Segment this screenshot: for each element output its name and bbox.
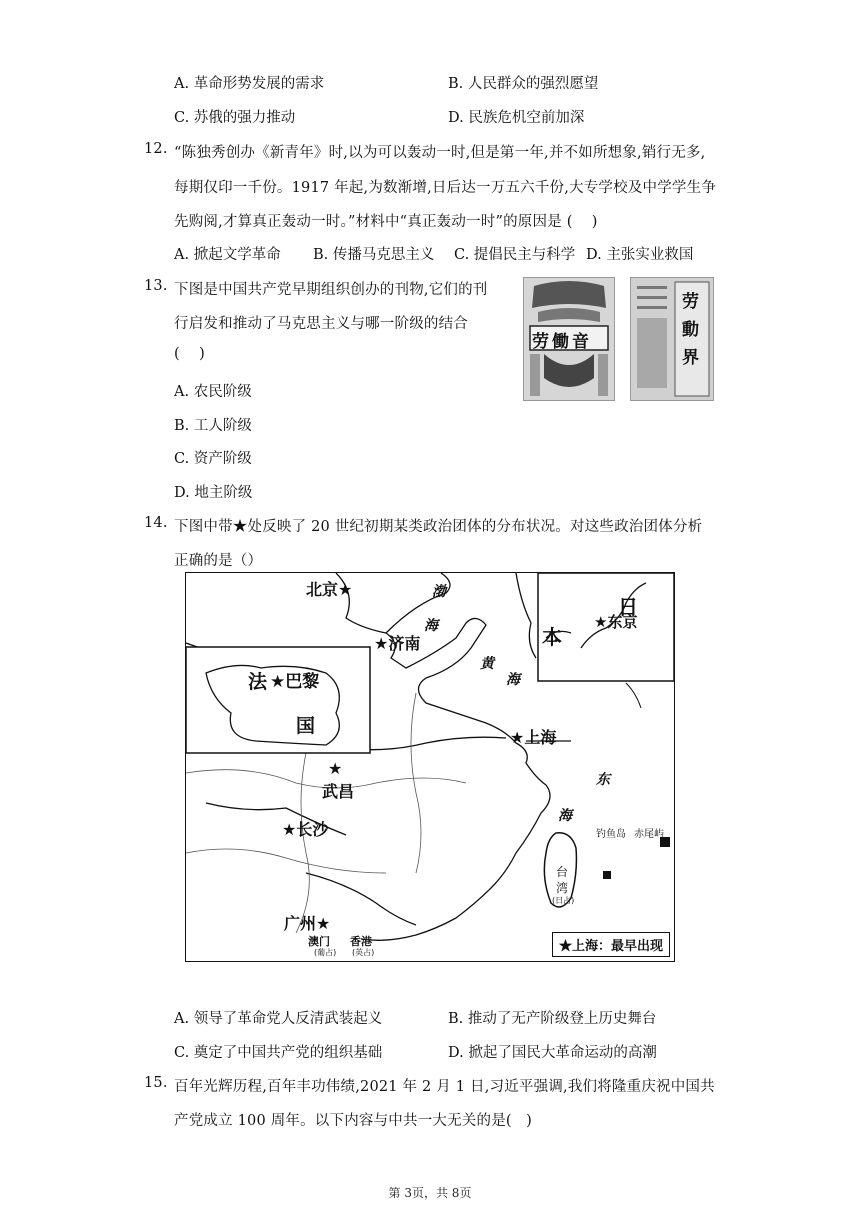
map-label-guangzhou: 广州★ [284, 914, 331, 933]
q11-option-c: C. 苏俄的强力推动 [174, 110, 296, 126]
q14-line1: 下图中带★处反映了 20 世纪初期某类政治团体的分布状况。对这些政治团体分析 [174, 519, 703, 535]
q13-line1: 下图是中国共产党早期组织创办的刊物,它们的刊 [174, 282, 488, 298]
laodongyin-title: 劳働音 [532, 332, 592, 352]
map-label-huanghai-hai: 海 [506, 672, 520, 688]
changsha-star-icon: ★ [282, 820, 297, 839]
shanghai-star-icon: ★ [510, 728, 525, 747]
wuchang-star-icon: ★ [328, 759, 343, 778]
q13-line3: ( ) [174, 346, 205, 362]
q13-line2: 行启发和推动了马克思主义与哪一阶级的结合 [174, 316, 468, 332]
q14-option-a: A. 领导了革命党人反清武装起义 [174, 1011, 383, 1027]
tokyo-star-icon: ★ [594, 613, 608, 631]
q13-number: 13. [144, 278, 168, 294]
distribution-map [185, 572, 675, 962]
map-label-hongkong: 香港 [350, 935, 372, 948]
paris-star-icon: ★ [270, 672, 286, 692]
map-label-chiwei: 赤尾屿 [634, 829, 664, 840]
map-label-ri: 日 [618, 595, 638, 619]
q15-number: 15. [144, 1075, 168, 1091]
q14-option-b: B. 推动了无产阶级登上历史舞台 [448, 1011, 657, 1027]
q15-line2: 产党成立 100 周年。以下内容与中共一大无关的是( ) [174, 1113, 533, 1129]
q13-option-c: C. 资产阶级 [174, 451, 252, 467]
q13-option-a: A. 农民阶级 [174, 384, 252, 400]
map-label-paris: ★巴黎 [270, 672, 320, 692]
jinan-star-icon: ★ [374, 634, 389, 653]
q12-line3: 先购阅,才算真正轰动一时。”材料中“真正轰动一时”的原因是 ( ) [174, 214, 598, 230]
map-label-guo: 国 [296, 715, 316, 737]
q14-number: 14. [144, 515, 168, 531]
map-label-bo: 渤 [432, 584, 446, 600]
q12-option-b: B. 传播马克思主义 [313, 247, 435, 263]
q13-option-b: B. 工人阶级 [174, 418, 252, 434]
q12-option-c: C. 提倡民主与科学 [454, 247, 576, 263]
map-label-ben: 本 [542, 625, 562, 649]
map-label-taiwan-note: (日占) [552, 896, 575, 905]
q15-line1: 百年光辉历程,百年丰功伟绩,2021 年 2 月 1 日,习近平强调,我们将隆重庆祝中国共 [174, 1079, 715, 1095]
q14-line2: 正确的是（） [174, 553, 263, 569]
q14-option-c: C. 奠定了中国共产党的组织基础 [174, 1045, 383, 1061]
laodongjie-cover-image [630, 277, 714, 401]
map-label-beijing: 北京★ [306, 580, 353, 599]
map-label-taiwan-1: 台 [556, 865, 569, 879]
guangzhou-star-icon: ★ [316, 914, 331, 933]
map-label-hongkong-note: (英占) [352, 948, 375, 957]
map-label-shanghai: ★上海 [510, 728, 557, 747]
q12-option-d: D. 主张实业救国 [586, 247, 694, 263]
map-label-tokyo: ★东京 [594, 613, 638, 631]
q12-line1: “陈独秀创办《新青年》时,以为可以轰动一时,但是第一年,并不如所想象,销行无多, [174, 145, 706, 161]
map-label-diaoyu: 钓鱼岛 [596, 829, 626, 840]
map-label-bohai-hai: 海 [424, 618, 438, 634]
map-label-fa: 法 [248, 671, 268, 693]
map-label-macau: 澳门 [308, 935, 330, 948]
beijing-star-icon: ★ [338, 580, 353, 599]
map-label-taiwan-2: 湾 [556, 881, 569, 895]
q11-option-a: A. 革命形势发展的需求 [174, 76, 325, 92]
q12-number: 12. [144, 141, 168, 157]
q13-option-d: D. 地主阶级 [174, 485, 253, 501]
map-label-macau-note: (葡占) [314, 948, 337, 957]
page-footer: 第 3页，共 8页 [388, 1186, 472, 1200]
q12-option-a: A. 掀起文学革命 [174, 247, 281, 263]
q14-option-d: D. 掀起了国民大革命运动的高潮 [448, 1045, 657, 1061]
map-label-huang: 黄 [480, 656, 494, 672]
map-label-changsha: ★长沙 [282, 820, 329, 839]
map-label-donghai-hai: 海 [558, 808, 572, 824]
map-label-jinan: ★济南 [374, 634, 421, 653]
q12-line2: 每期仅印一千份。1917 年起,为数渐增,日后达一万五六千份,大专学校及中学学生争 [174, 180, 717, 196]
map-label-dong: 东 [596, 772, 610, 788]
map-label-wuchang: 武昌 [322, 782, 355, 801]
q11-option-d: D. 民族危机空前加深 [448, 110, 585, 126]
map-legend: ★上海：最早出现 [552, 932, 670, 957]
q11-option-b: B. 人民群众的强烈愿望 [448, 76, 599, 92]
laodongyin-cover-image [523, 277, 615, 401]
laodongjie-title: 劳動界 [682, 292, 699, 368]
